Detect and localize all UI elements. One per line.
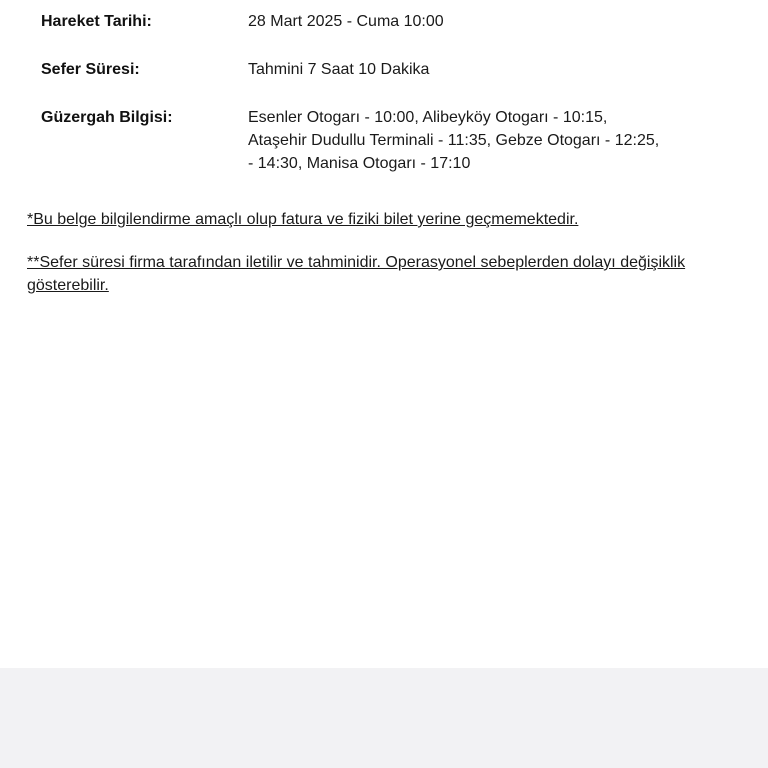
- route-line: - 14:30, Manisa Otogarı - 17:10: [248, 155, 471, 172]
- departure-value: 28 Mart 2025 - Cuma 10:00: [248, 13, 444, 30]
- duration-label: Sefer Süresi:: [41, 61, 140, 78]
- duration-value: Tahmini 7 Saat 10 Dakika: [248, 61, 430, 78]
- departure-row: [41, 10, 721, 33]
- departure-label: Hareket Tarihi:: [41, 13, 152, 30]
- duration-row: [41, 58, 721, 81]
- route-label: Güzergah Bilgisi:: [41, 109, 173, 126]
- route-value: [248, 106, 721, 175]
- route-row: [41, 106, 721, 175]
- route-line: Ataşehir Dudullu Terminali - 11:35, Gebze Otogarı - 12:25,: [248, 132, 660, 149]
- route-line: Esenler Otogarı - 10:00, Alibeyköy Otogarı - 10:15,: [248, 109, 608, 126]
- disclaimer-notes: [27, 208, 727, 297]
- invoice-disclaimer-note: *Bu belge bilgilendirme amaçlı olup fatura ve fiziki bilet yerine geçmemektedir.: [27, 211, 579, 228]
- bottom-gray-area: [0, 668, 768, 768]
- trip-details-table: [41, 10, 721, 175]
- duration-disclaimer-note: **Sefer süresi firma tarafından iletilir ve tahminidir. Operasyonel sebeplerden dolayı değişiklik gösterebilir.: [27, 254, 686, 294]
